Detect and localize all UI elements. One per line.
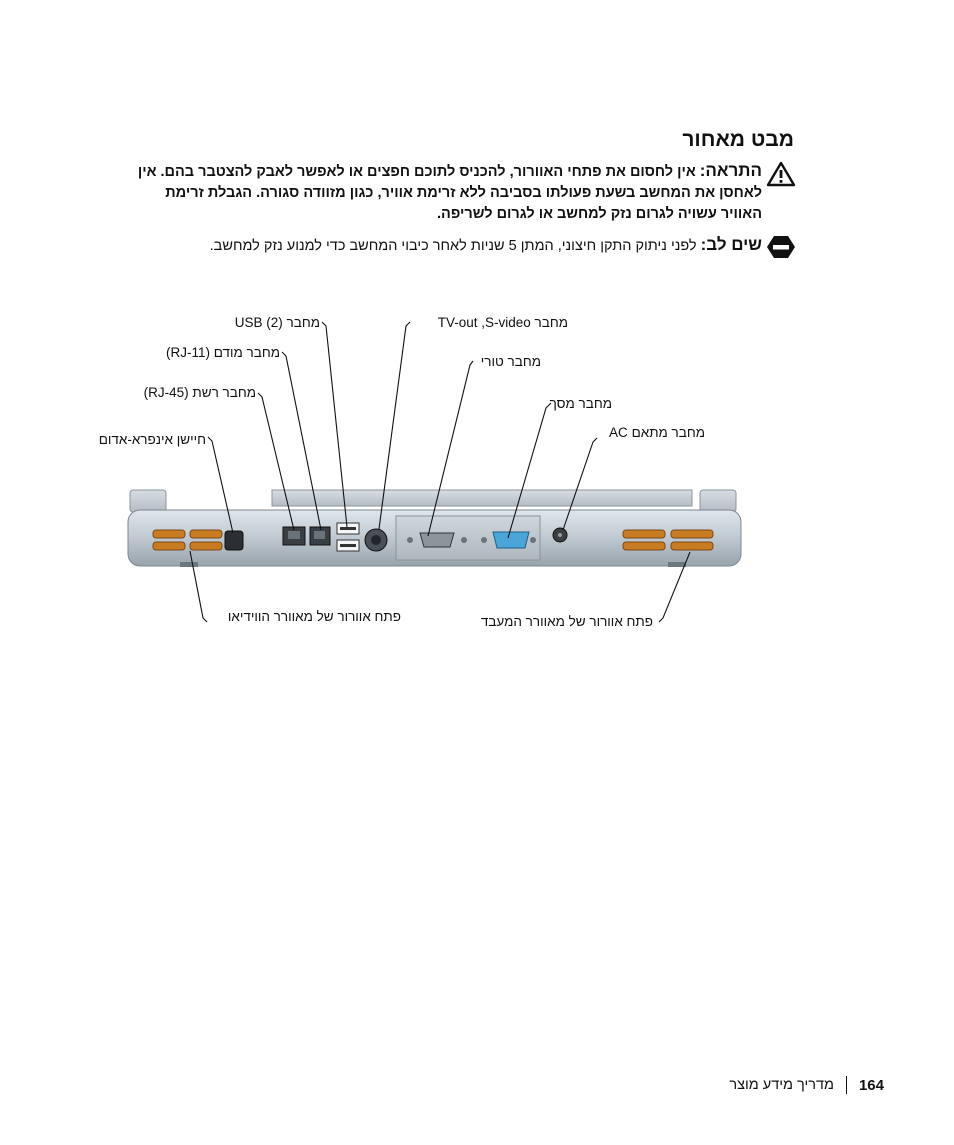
notice-text-container [96, 234, 796, 257]
page-number: 164 [858, 1076, 884, 1094]
leader-lines [190, 322, 690, 622]
infrared-sensor [225, 531, 243, 550]
callout-modem: מחבר מודם (RJ-11) [166, 345, 280, 360]
footer-separator [846, 1076, 847, 1094]
page-title: מבט מאחור [682, 128, 794, 151]
callout-serial: מחבר טורי [480, 354, 541, 369]
ac-adapter-port [553, 528, 567, 542]
warning-triangle-icon [766, 161, 796, 187]
callout-tvout: מחבר TV-out ,S-video [437, 315, 568, 330]
warning-text-container [136, 160, 796, 225]
callout-fan-video: פתח אוורור של מאוורר הווידיאו [227, 609, 401, 624]
modem-port [310, 527, 330, 545]
warning-block [136, 160, 796, 225]
svideo-port [365, 529, 387, 551]
callout-fan-cpu: פתח אוורור של מאוורר המעבד [480, 614, 653, 629]
callout-ac: מחבר מתאם AC [609, 425, 705, 440]
callout-video: מחבר מסך [549, 396, 612, 411]
warning-text: אין לחסום את פתחי האוורור, להכניס לתוכם חפצים או לאפשר לאבק להצטבר בהם. אין לאחסן את המחשב בשעת פעולתו בסביבה ללא זרימת אוויר, כגון מזוודה סגורה. הגבלת זרימת האוויר עשויה לגרום נזק למחשב או לגרום לשריפה. [137, 164, 762, 222]
callout-network: מחבר רשת (RJ-45) [143, 385, 256, 400]
laptop-feet [180, 562, 198, 567]
warning-label: התראה: [699, 161, 762, 180]
footer-doc-title: מדריך מידע מוצר [729, 1077, 834, 1093]
notice-hexagon-icon [766, 235, 796, 259]
notice-text: לפני ניתוק התקן חיצוני, המתן 5 שניות לאחר כיבוי המחשב כדי למנוע נזק למחשב. [209, 238, 697, 254]
laptop-lid [130, 490, 736, 512]
page-footer [729, 1076, 884, 1094]
callout-infrared: חיישן אינפרא-אדום [98, 432, 206, 447]
callout-usb: מחבר USB (2) [234, 315, 320, 330]
notice-label: שים לב: [700, 235, 762, 254]
notice-block [96, 234, 796, 257]
